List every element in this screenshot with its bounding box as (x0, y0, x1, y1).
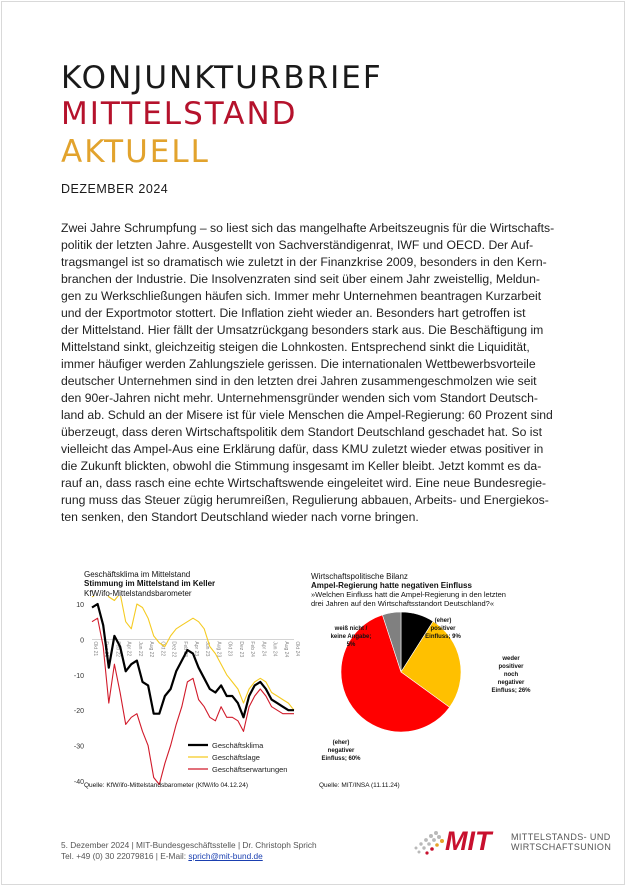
x-tick-label: Apr 22 (125, 641, 132, 657)
body-line: die Zukunft blickten, obwohl die Stimmung insgesamt im Keller bleibt. Jetzt kommt es da- (61, 459, 542, 473)
x-tick-label: Apr 24 (260, 641, 267, 657)
series-line-0 (92, 604, 294, 717)
right-chart-source: Quelle: MIT/INSA (11.11.24) (319, 782, 400, 789)
y-tick-label: 0 (80, 637, 84, 645)
pie-label: 5% (346, 642, 356, 648)
x-tick-label: Apr 23 (193, 641, 199, 657)
title-line-3: AKTUELL (61, 134, 210, 170)
x-tick-label: Feb 22 (114, 641, 121, 657)
pie-label: weder (502, 656, 520, 662)
issue-date: DEZEMBER 2024 (61, 182, 169, 196)
y-tick-label: -30 (73, 743, 84, 751)
pie-chart (311, 608, 571, 788)
y-tick-label: 10 (76, 602, 84, 609)
x-tick-label: Aug 22 (148, 641, 155, 658)
left-chart (60, 570, 300, 800)
x-tick-label: Okt 22 (159, 641, 166, 657)
x-tick-label: Okt 21 (92, 641, 98, 657)
mit-logo-word: MIT (445, 826, 492, 856)
body-line: politik der letzten Jahre. Ausgestellt von Sachverständigenrat, IWF und OECD. Der Auf- (61, 238, 534, 252)
title-line-2: MITTELSTAND (61, 96, 298, 132)
pie-label: negativer (327, 748, 355, 754)
logo-line-2: WIRTSCHAFTSUNION (511, 842, 612, 852)
body-line: land ab. Schuld an der Misere ist für viele Menschen die Ampel-Regierung: 60 Prozent sind (61, 408, 553, 422)
left-chart-subline: KfW/ifo-Mittelstandsbarometer (84, 589, 192, 598)
logo-line-1: MITTELSTANDS- UND (511, 832, 611, 842)
x-tick-label: Aug 23 (215, 641, 222, 658)
legend-label: Geschäftslage (212, 753, 260, 762)
left-chart-headline: Stimmung im Mittelstand im Keller (84, 579, 216, 588)
x-tick-label: Dez 21 (103, 641, 110, 658)
mit-logo-dots-icon (408, 828, 448, 858)
pie-label: keine Angabe; (330, 634, 372, 640)
body-line: Mittelstand sinkt, gleichzeitig steigen die Lohnkosten. Entsprechend sinkt die Liquidität, (61, 340, 530, 354)
y-tick-label: -10 (73, 672, 84, 680)
right-chart (311, 570, 571, 800)
left-chart-source: Quelle: KfW/ifo-Mittelstandsbarometer (KfW/ifo 04.12.24) (84, 782, 249, 789)
body-line: den 90er-Jahren nicht mehr. Unternehmensgründer wenden sich vom Standort Deutsch- (61, 391, 538, 405)
right-chart-question-1: »Welchen Einfluss hatt die Ampel-Regierung in den letzten (311, 590, 506, 599)
x-tick-label: Jun 23 (204, 641, 211, 657)
body-line: der Mittelstand. Hier fällt der Umsatzrückgang besonders stark aus. Die Beschäftigung im (61, 323, 544, 337)
body-line: gen zu Werkschließungen häufen sich. Immer mehr Unternehmen beantragen Kurzarbeit (61, 289, 542, 303)
right-chart-kicker: Wirtschaftspolitische Bilanz (311, 572, 408, 581)
body-line: rung muss das Steuer zügig herumreißen, Regulierung abbauen, Arbeits- und Energiekos- (61, 493, 549, 507)
x-tick-label: Jun 22 (136, 641, 143, 657)
body-text (61, 220, 559, 526)
body-line: immer häufiger werden Zahlungsziele gerissen. Die internationalen Wettbewerbsvorteile (61, 357, 536, 371)
x-tick-label: Okt 23 (226, 641, 233, 657)
body-line: vielleicht das Ampel-Aus eine Erklärung dafür, dass KMU zuletzt wieder etwas positiver in (61, 442, 544, 456)
body-line: ten senken, den Standort Deutschland wieder nach vorne bringen. (61, 510, 419, 524)
left-chart-kicker: Geschäftsklima im Mittelstand (84, 570, 191, 579)
body-line: deutscher Unternehmen sind in den letzten drei Jahren zusammengeschmolzen wie seit (61, 374, 537, 388)
body-line: und der Exportmotor stottert. Die Inflation zieht wieder an. Besonders hart getroffen ist (61, 306, 526, 320)
title-line-1: KONJUNKTURBRIEF (61, 60, 383, 96)
x-tick-label: Jun 24 (271, 641, 278, 657)
footer-line-1: 5. Dezember 2024 | MIT-Bundesgeschäftsstelle | Dr. Christoph Sprich (61, 840, 317, 850)
pie-label: positiver (498, 664, 524, 670)
pie-label: Einfluss; 60% (321, 756, 361, 762)
body-line: überzeugt, dass deren Wirtschaftspolitik dem Standort Deutschland geschadet hat. So ist (61, 425, 542, 439)
y-tick-label: -40 (73, 779, 84, 786)
right-chart-headline: Ampel-Regierung hatte negativen Einfluss (311, 581, 472, 590)
y-tick-label: -20 (73, 708, 84, 716)
pie-label: (eher) (434, 618, 452, 624)
footer (61, 840, 317, 862)
pie-label: Einfluss; 26% (491, 688, 531, 694)
body-line: branchen der Industrie. Die Insolvenzraten sind seit über einem Jahr zweistellig, Meldun- (61, 272, 540, 286)
footer-line-2 (61, 851, 317, 862)
x-tick-label: Okt 24 (294, 641, 300, 657)
body-line: tragsmangel ist so dramatisch wie zuletzt in der Finanzkrise 2009, besonders in den Kern- (61, 255, 547, 269)
footer-phone: Tel. +49 (0) 30 22079816 | E-Mail: (61, 851, 189, 861)
legend-label: Geschäftsklima (212, 741, 264, 750)
x-tick-label: Dez 23 (237, 641, 244, 658)
pie-label: Einfluss; 9% (425, 634, 461, 640)
line-chart (60, 596, 300, 801)
pie-label: noch (503, 672, 519, 678)
pie-label: positiver (430, 626, 456, 632)
body-line: Zwei Jahre Schrumpfung – so liest sich das mangelhafte Arbeitszeugnis für die Wirtschafts- (61, 221, 555, 235)
x-tick-label: Dez 22 (170, 641, 177, 658)
pie-label: (eher) (332, 740, 350, 746)
body-line: rauf an, dass rasch eine echte Wirtschaftswende eingeleitet wird. Eine neue Bundesregie- (61, 476, 547, 490)
x-tick-label: Feb 24 (249, 641, 256, 657)
mit-logo-text (511, 832, 611, 852)
email-link[interactable]: sprich@mit-bund.de (188, 851, 263, 861)
pie-label: negativer (497, 680, 525, 686)
legend-label: Geschäftserwartungen (212, 765, 288, 774)
x-tick-label: Aug 24 (282, 641, 289, 658)
pie-label: weiß nicht / (334, 626, 368, 632)
right-chart-question-2: drei Jahren auf den Wirtschaftsstandort Deutschland?« (311, 599, 495, 608)
x-tick-label: Feb 23 (181, 641, 188, 657)
